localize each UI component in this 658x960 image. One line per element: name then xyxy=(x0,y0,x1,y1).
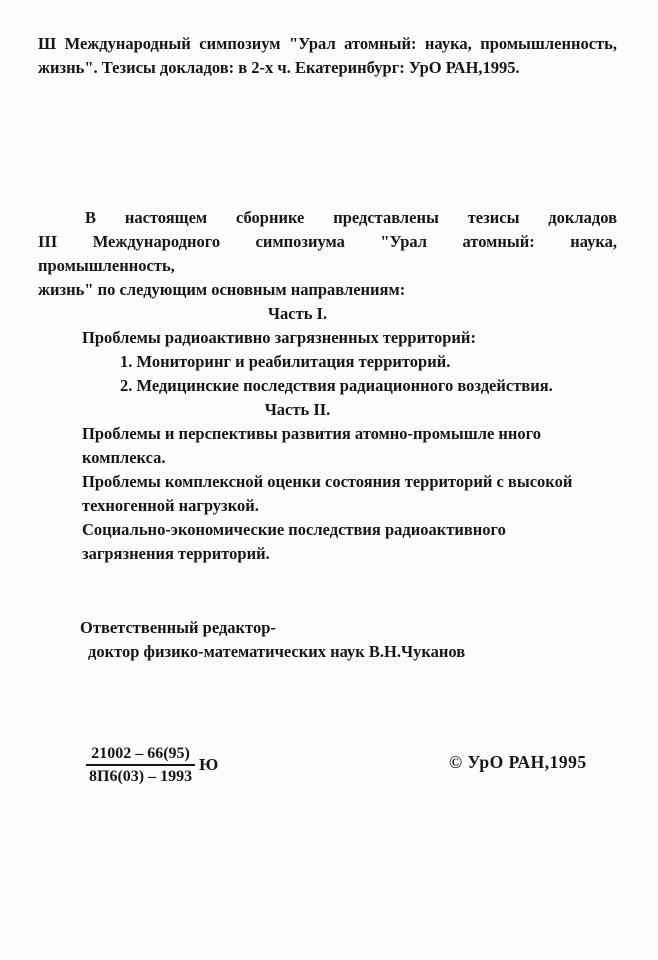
editor-title-line: Ответственный редактор- xyxy=(80,618,276,637)
part2-topic1-line1: Проблемы и перспективы развития атомно-промышле нного xyxy=(82,424,542,443)
classification-suffix: Ю xyxy=(199,755,219,774)
part2-topic2-line1: Проблемы комплексной оценки состояния территорий с высокой xyxy=(82,472,573,491)
citation-line-2: жизнь". Тезисы докладов: в 2-х ч. Екатеринбург: УрО РАН,1995. xyxy=(38,58,520,77)
part1-heading: Часть I. xyxy=(267,304,328,323)
part2-topic1-line2: комплекса. xyxy=(82,448,166,467)
classification-fraction xyxy=(86,744,195,786)
classification-code xyxy=(86,744,218,786)
part1-item-2: 2. Медицинские последствия радиационного воздействия. xyxy=(120,376,553,395)
part2-topic2-line2: техногенной нагрузкой. xyxy=(82,496,259,515)
intro-line-2: III Международного симпозиума "Урал атомный: наука, промышленность, xyxy=(38,232,617,275)
copyright-notice: © УрО РАН,1995 xyxy=(449,752,587,772)
part2-heading: Часть II. xyxy=(264,400,331,419)
part1-intro: Проблемы радиоактивно загрязненных территорий: xyxy=(82,328,476,347)
classification-numerator: 21002 – 66(95) xyxy=(86,744,195,766)
editor-name-line: доктор физико-математических наук В.Н.Чуканов xyxy=(88,642,466,661)
part2-topic3-line2: загрязнения территорий. xyxy=(82,544,270,563)
intro-line-1: В настоящем сборнике представлены тезисы докладов xyxy=(85,208,617,227)
part2-topic3-line1: Социально-экономические последствия радиоактивного xyxy=(82,520,506,539)
annotation-block xyxy=(38,206,617,566)
citation-line-1: Ш Международный симпозиум "Урал атомный: наука, промышленность, xyxy=(38,34,617,53)
responsible-editor-block xyxy=(80,616,465,664)
part1-item-1: 1. Мониторинг и реабилитация территорий. xyxy=(120,352,451,371)
bibliographic-citation xyxy=(38,32,617,80)
classification-denominator: 8П6(03) – 1993 xyxy=(89,768,193,785)
intro-line-3: жизнь" по следующим основным направлениям: xyxy=(38,280,406,299)
